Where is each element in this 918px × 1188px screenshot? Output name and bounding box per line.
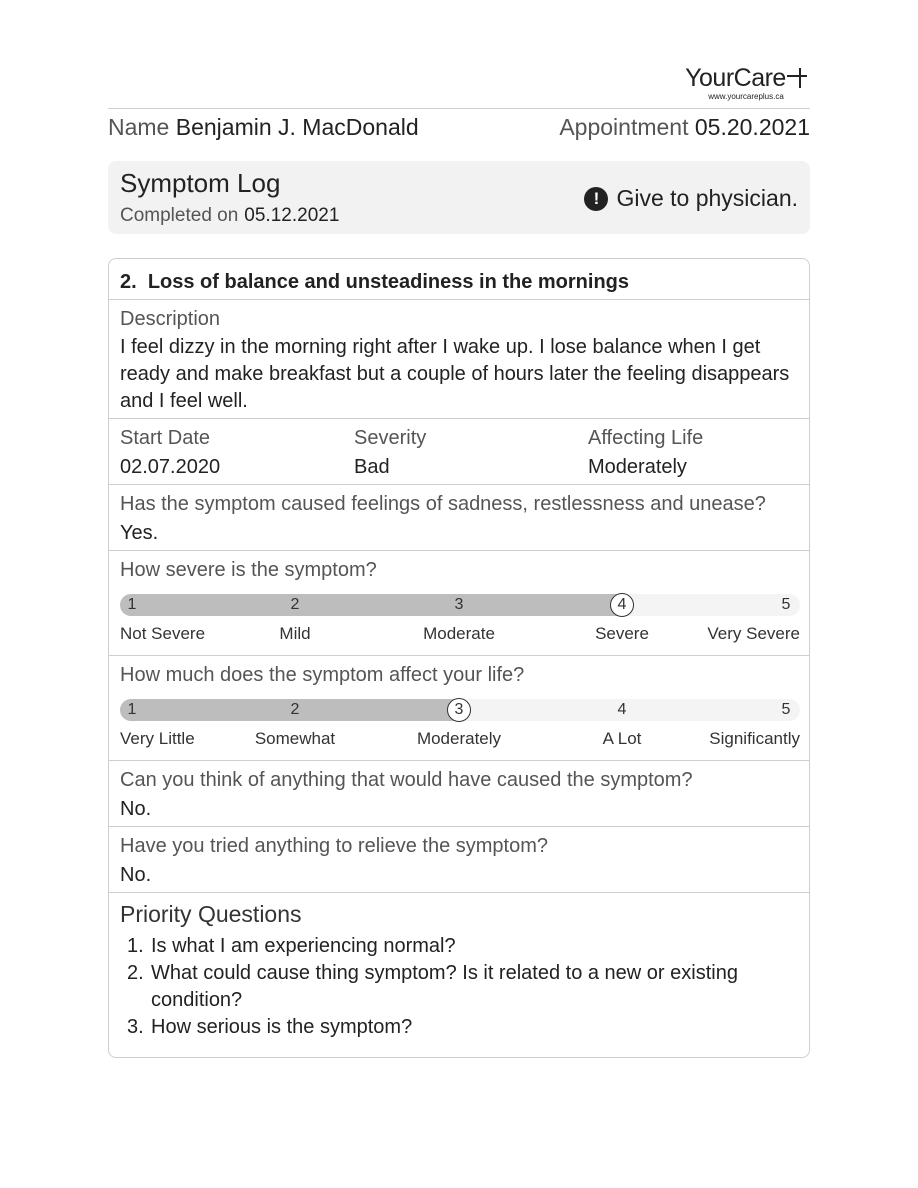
scale-tick-selected: 3 <box>447 698 471 722</box>
symptom-number: 2. <box>120 271 137 293</box>
priority-title: Priority Questions <box>120 901 302 927</box>
priority-questions-section <box>109 892 809 1058</box>
scale-tick: 1 <box>127 701 137 718</box>
scale-label: Moderate <box>423 624 495 643</box>
mood-answer: Yes. <box>120 522 159 544</box>
severity-scale <box>120 594 800 616</box>
plus-icon <box>787 68 807 88</box>
exclamation-icon: ! <box>584 187 608 211</box>
description-label: Description <box>120 308 221 330</box>
completed-label: Completed on <box>120 205 239 226</box>
severity-scale-fill <box>120 594 634 616</box>
symptom-title <box>120 271 629 294</box>
affecting-life-value: Moderately <box>588 456 687 478</box>
symptom-card <box>108 258 810 1058</box>
scale-tick: 2 <box>290 701 300 718</box>
affecting-life-label: Affecting Life <box>588 427 704 449</box>
page-title: Symptom Log <box>120 168 281 198</box>
patient-info-row <box>108 114 810 144</box>
cause-section <box>109 760 809 826</box>
symptom-details-section <box>109 418 809 484</box>
scale-tick-selected: 4 <box>610 593 634 617</box>
scale-label: A Lot <box>602 729 642 748</box>
name-label: Name <box>108 114 170 140</box>
scale-tick: 4 <box>617 701 627 718</box>
list-item: 2. What could cause thing symptom? Is it related to a new or existing condition? <box>127 962 738 1011</box>
scale-label: Not Severe <box>120 624 206 643</box>
header-divider <box>108 108 810 109</box>
completed-date: 05.12.2021 <box>244 205 340 226</box>
life-scale-section <box>109 655 809 760</box>
list-item: 1. Is what I am experiencing normal? <box>127 935 456 957</box>
appointment-date <box>559 114 810 141</box>
start-date-label: Start Date <box>120 427 211 449</box>
physician-notice <box>584 185 798 212</box>
relief-section <box>109 826 809 892</box>
scale-label: Significantly <box>709 729 800 748</box>
life-scale <box>120 699 800 721</box>
scale-tick: 5 <box>781 701 791 718</box>
logo-url: www.yourcareplus.ca <box>708 92 784 101</box>
symptom-title-text: Loss of balance and unsteadiness in the mornings <box>147 271 630 293</box>
appointment-label: Appointment <box>559 114 689 140</box>
severity-value: Bad <box>354 456 390 478</box>
symptom-title-section <box>109 259 809 299</box>
priority-list <box>127 933 797 1041</box>
severity-scale-section <box>109 550 809 655</box>
scale-label: Severe <box>595 624 649 643</box>
notice-text: Give to physician. <box>616 185 798 211</box>
description-text: I feel dizzy in the morning right after I wake up. I lose balance when I get ready and make breakfast but a couple of hours later the feeling disappears and I feel well. <box>120 336 790 412</box>
symptom-log-banner <box>108 161 810 234</box>
mood-section <box>109 484 809 550</box>
scale-tick: 1 <box>127 596 137 613</box>
scale-label: Mild <box>279 624 311 643</box>
mood-question: Has the symptom caused feelings of sadness, restlessness and unease? <box>120 493 766 515</box>
scale-tick: 2 <box>290 596 300 613</box>
logo-wordmark <box>680 64 812 92</box>
severity-label: Severity <box>354 427 427 449</box>
scale-tick: 5 <box>781 596 791 613</box>
cause-question: Can you think of anything that would have caused the symptom? <box>120 769 693 791</box>
relief-answer: No. <box>120 864 152 886</box>
life-question: How much does the symptom affect your life? <box>120 664 525 686</box>
name-value: Benjamin J. MacDonald <box>175 114 419 140</box>
scale-label: Moderately <box>416 729 502 748</box>
cause-answer: No. <box>120 798 152 820</box>
appointment-value: 05.20.2021 <box>694 114 810 140</box>
severity-question: How severe is the symptom? <box>120 559 377 581</box>
scale-label: Very Little <box>120 729 195 748</box>
start-date-value: 02.07.2020 <box>120 456 221 478</box>
relief-question: Have you tried anything to relieve the symptom? <box>120 835 548 857</box>
scale-label: Very Severe <box>707 624 800 643</box>
description-section <box>109 299 809 418</box>
scale-label: Somewhat <box>254 729 336 748</box>
yourcare-logo <box>680 64 812 102</box>
scale-tick: 3 <box>454 596 464 613</box>
patient-name <box>108 114 419 141</box>
logo-brand-text: YourCare <box>685 64 786 92</box>
list-item: 3. How serious is the symptom? <box>127 1016 413 1038</box>
completed-on <box>120 205 339 227</box>
